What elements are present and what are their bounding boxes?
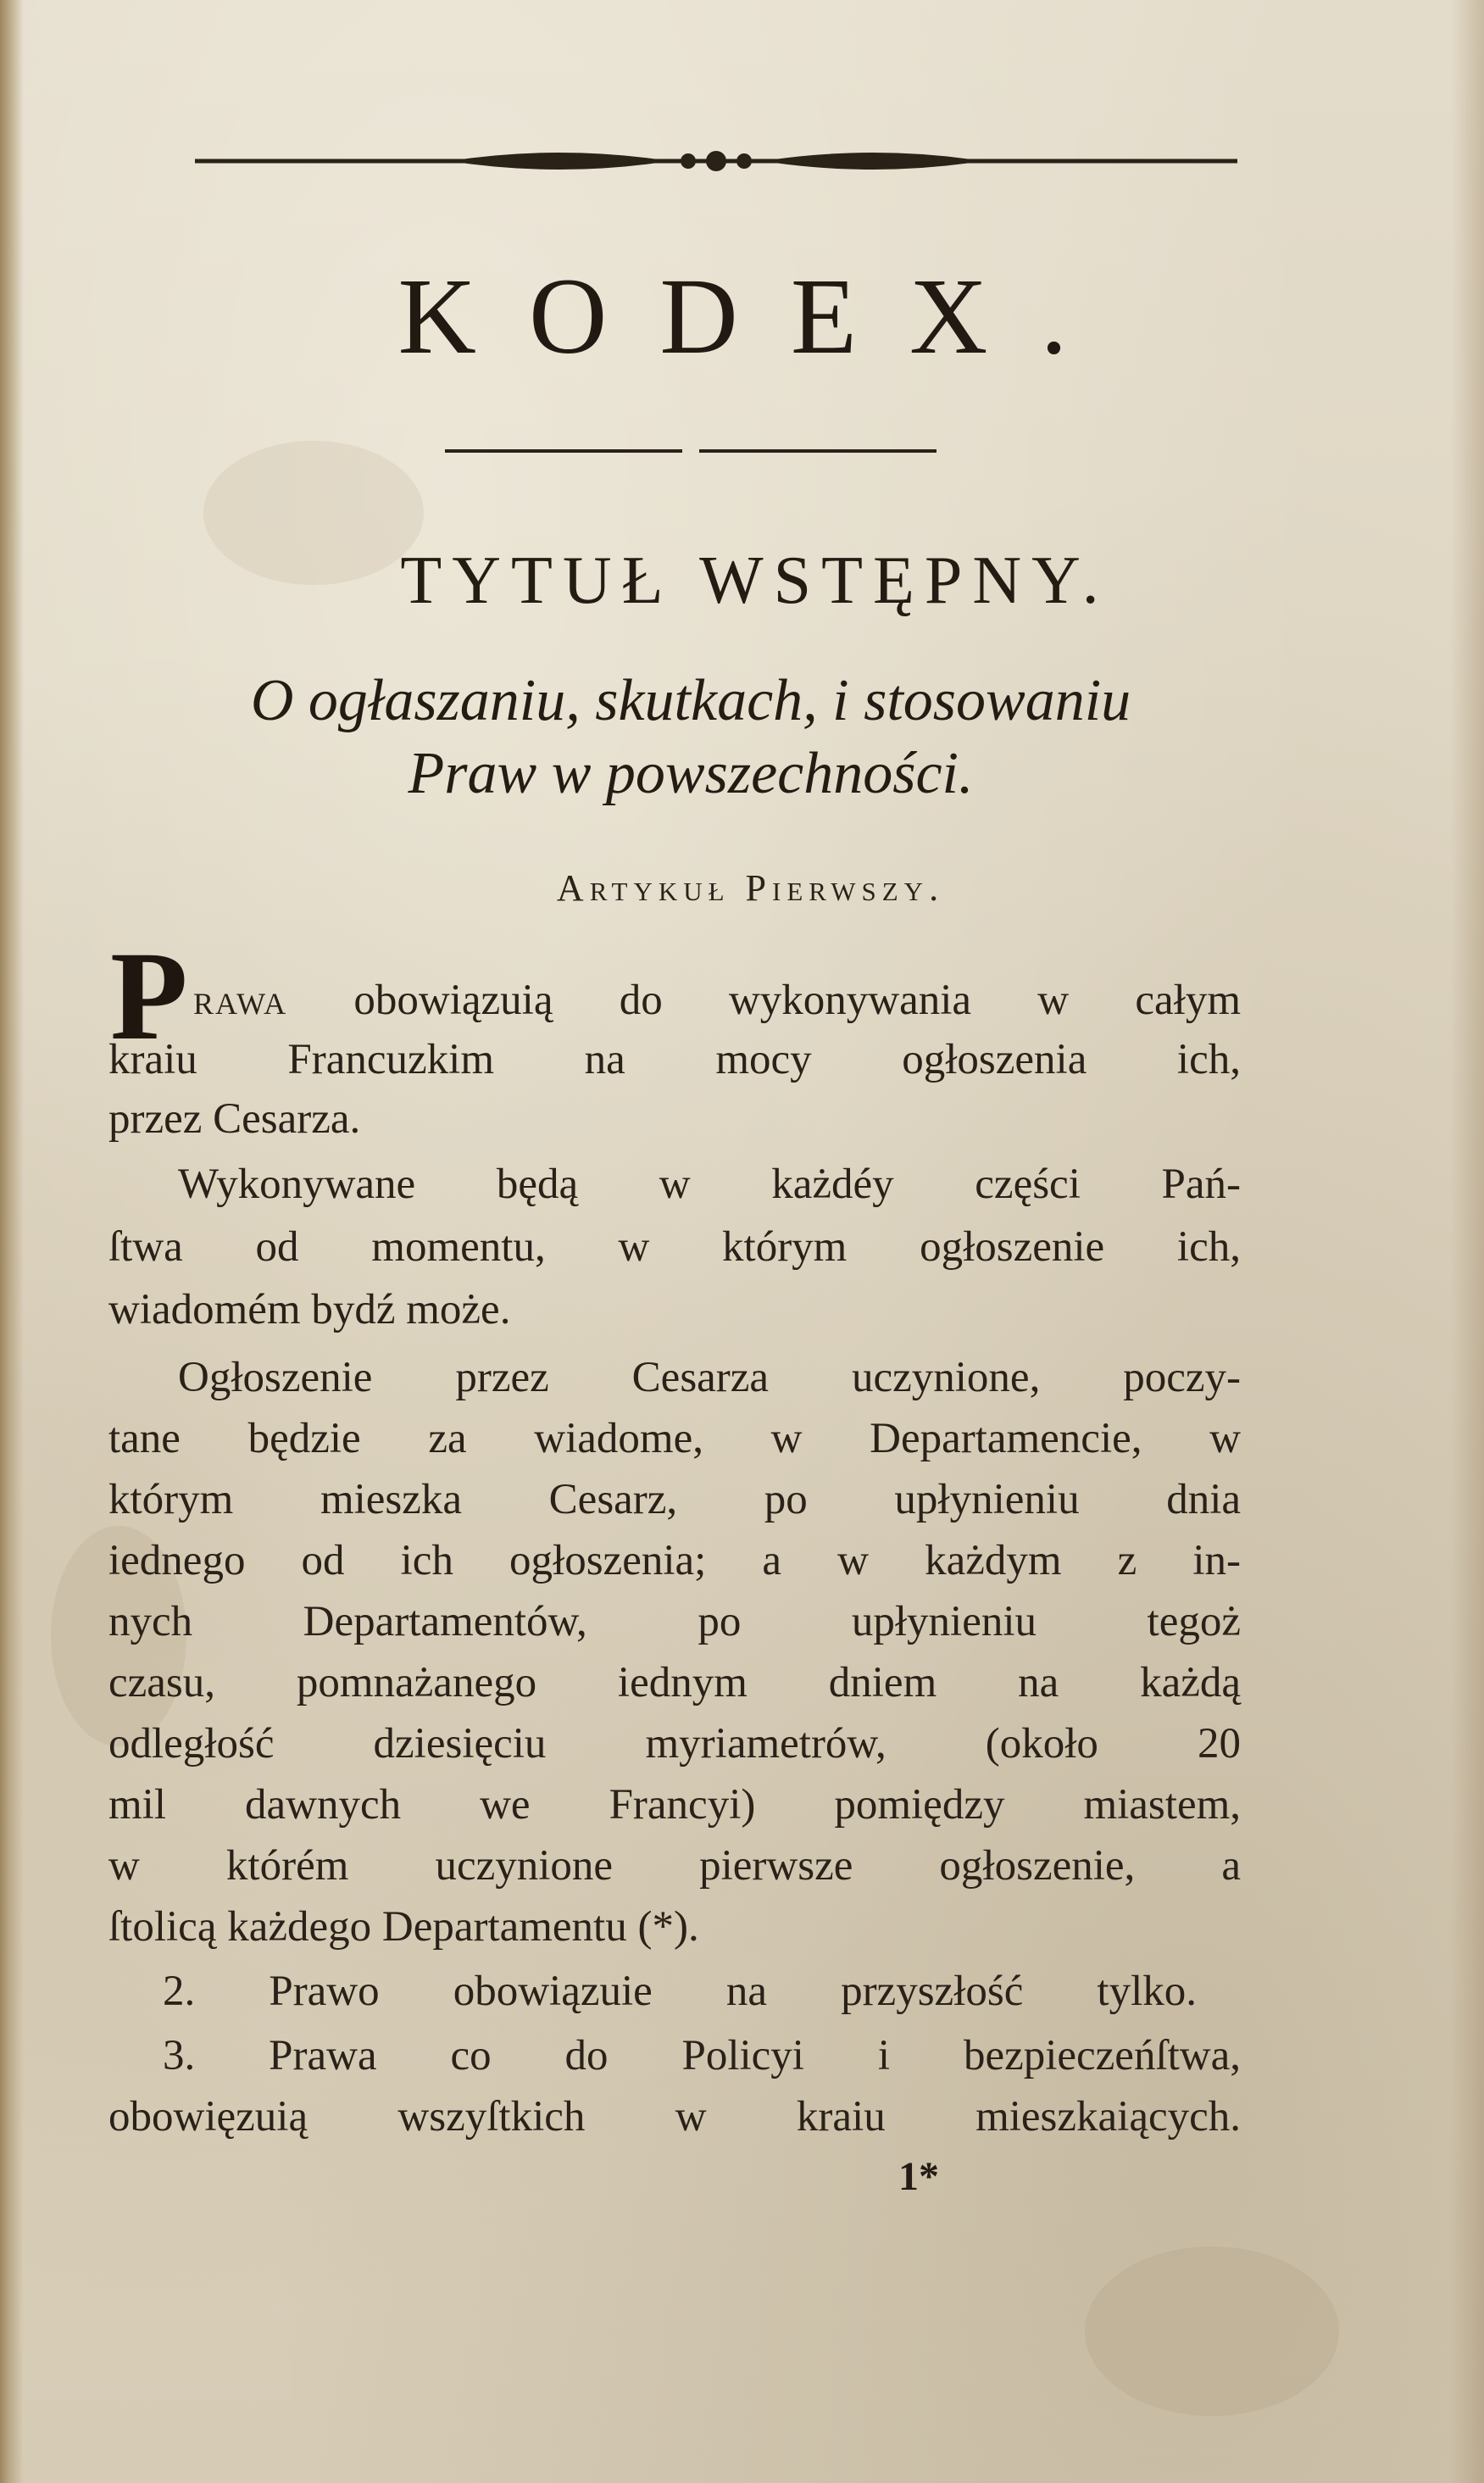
text-line: Ogłoszenie przez Cesarza uczynione, poczy- — [178, 1354, 1241, 1401]
paper-stain — [1085, 2246, 1339, 2416]
text-line: w którém uczynione pierwsze ogłoszenie, a — [108, 1842, 1241, 1890]
section-heading-line: Praw w powszechności. — [408, 741, 974, 806]
section-heading-line: O ogłaszaniu, skutkach, i stosowaniu — [250, 668, 1131, 733]
ornament-divider — [195, 142, 1237, 180]
article-title: Artykuł Pierwszy. — [556, 867, 945, 909]
text-line: odległość dziesięciu myriametrów, (około 20 — [108, 1720, 1241, 1768]
text-line: 2. Prawo obowiązuie na przyszłość tylko. — [163, 1968, 1197, 2015]
text-line: 3. Prawa co do Policyi i bezpieczeńſtwa, — [163, 2032, 1241, 2079]
drop-cap: P — [110, 926, 188, 1066]
text-line: iednego od ich ogłoszenia; a w każdym z in- — [108, 1537, 1241, 1584]
text-line: czasu, pomnażanego iednym dniem na każdą — [108, 1659, 1241, 1706]
text-line: którym mieszka Cesarz, po upłynieniu dnia — [108, 1476, 1241, 1523]
text-line: Wykonywane będą w każdéy części Pań- — [178, 1161, 1241, 1208]
book-title: KODEX. — [397, 256, 1120, 376]
text-line: kraiu Francuzkim na mocy ogłoszenia ich, — [108, 1036, 1241, 1083]
section-title: TYTUŁ WSTĘPNY. — [400, 543, 1109, 618]
text-line: wiadomém bydź może. — [108, 1286, 511, 1333]
text-line-content: obowiązuią do wykonywania w całym — [353, 977, 1241, 1024]
first-word: rawa — [193, 977, 288, 1024]
text-line: tane będzie za wiadome, w Departamencie, w — [108, 1415, 1241, 1462]
text-line: mil dawnych we Francyi) pomiędzy miastem, — [108, 1781, 1241, 1829]
text-line: przez Cesarza. — [108, 1095, 361, 1143]
title-rule — [445, 448, 937, 454]
text-line: obowięzuią wszyſtkich w kraiu mieszkaiących. — [108, 2093, 1241, 2141]
text-line — [193, 971, 1241, 1030]
text-line: ſtolicą każdego Departamentu (*). — [108, 1903, 699, 1951]
signature-mark: 1* — [898, 2154, 939, 2199]
text-line: ſtwa od momentu, w którym ogłoszenie ich, — [108, 1223, 1241, 1271]
text-line: nych Departamentów, po upłynieniu tegoż — [108, 1598, 1241, 1645]
